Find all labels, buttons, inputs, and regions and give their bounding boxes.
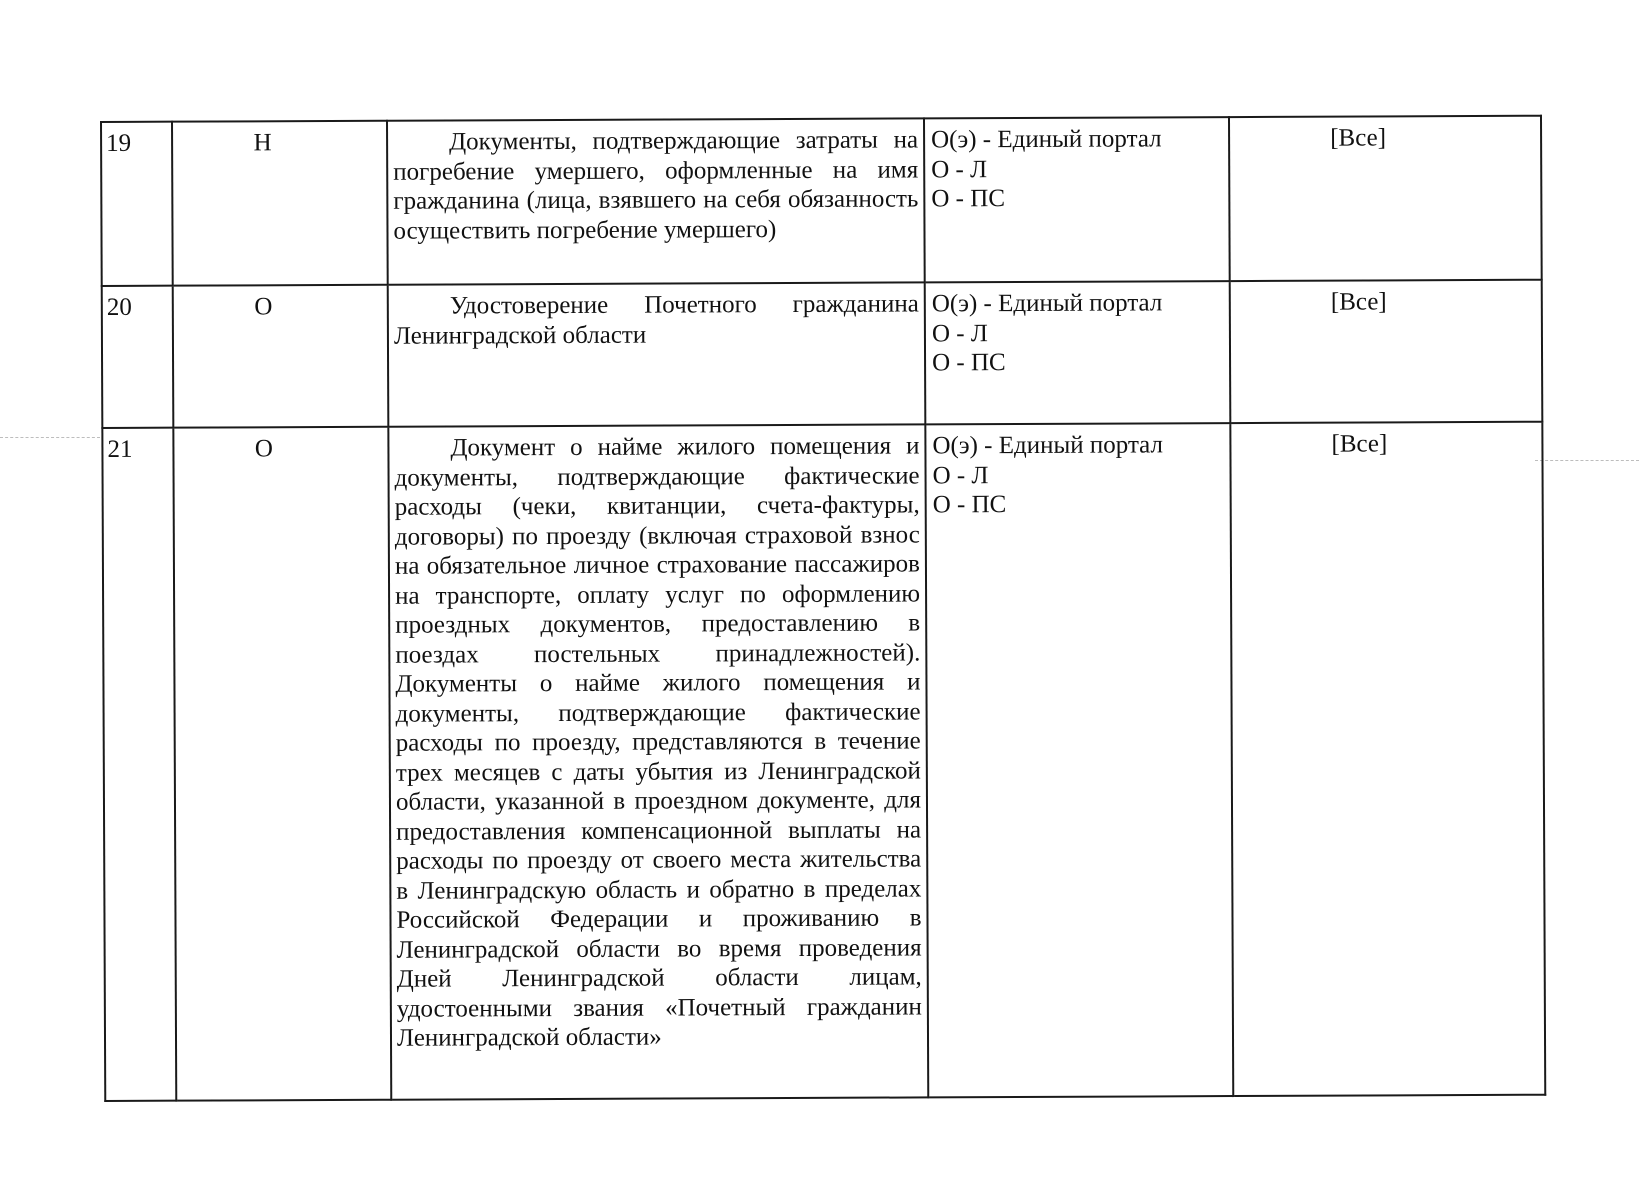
submission-method: О - ПС (932, 491, 1007, 519)
document-type-code: О (173, 427, 391, 1101)
document-type-code: О (173, 285, 389, 428)
applicability-scope: [Все] (1230, 280, 1543, 423)
submission-method: О - Л (931, 155, 988, 183)
submission-method: О - Л (931, 319, 988, 347)
document-description: Удостоверение Почетного гражданина Ленинградской области (388, 282, 926, 426)
document-description: Документ о найме жилого помещения и документы, подтверждающие фактические расходы (чеки, квитанции, счета-фактуры, договоры) по проезду (включая страховой взнос на обязательное личное страхование пассажиров на транспорте, оплату услуг по оформлению проездных документов, предоставлению в поездах постельных принадлежностей). Документы о найме жилого помещения и документы, подтверждающие фактические расходы по проезду, представляются в течение трех месяцев с даты убытия из Ленинградской области, указанной в проездном документе, для предоставления компенсационной выплаты на расходы по проезду от своего места жительства в Ленинградскую область и обратно в пределах Российской Федерации и проживанию в Ленинградской области во время проведения Дней Ленинградской области лицам, удостоенными звания «Почетный гражданин Ленинградской области» (388, 424, 928, 1099)
scan-artifact-line (0, 437, 100, 438)
submission-methods (924, 117, 1230, 282)
submission-methods (925, 423, 1233, 1097)
documents-table (100, 115, 1546, 1102)
table-row (102, 280, 1543, 428)
submission-method: О(э) - Единый портал (932, 431, 1163, 460)
applicability-scope: [Все] (1229, 116, 1542, 281)
submission-method: О - ПС (931, 185, 1006, 213)
table-row (102, 422, 1545, 1101)
scan-artifact-line (1535, 460, 1639, 461)
submission-method: О(э) - Единый портал (931, 289, 1163, 318)
submission-method: О(э) - Единый портал (931, 125, 1162, 154)
row-number: 20 (102, 286, 174, 428)
row-number: 21 (102, 428, 176, 1101)
table-row (101, 116, 1542, 286)
document-description: Документы, подтверждающие затраты на погребение умершего, оформленные на имя гражданина (лица, взявшего на себя обязанность осуществить погребение умершего) (387, 118, 925, 284)
submission-methods (925, 281, 1231, 424)
row-number: 19 (101, 122, 173, 286)
document-type-code: Н (172, 121, 388, 286)
submission-method: О - ПС (932, 349, 1006, 377)
submission-method: О - Л (932, 461, 989, 489)
applicability-scope: [Все] (1230, 422, 1545, 1096)
